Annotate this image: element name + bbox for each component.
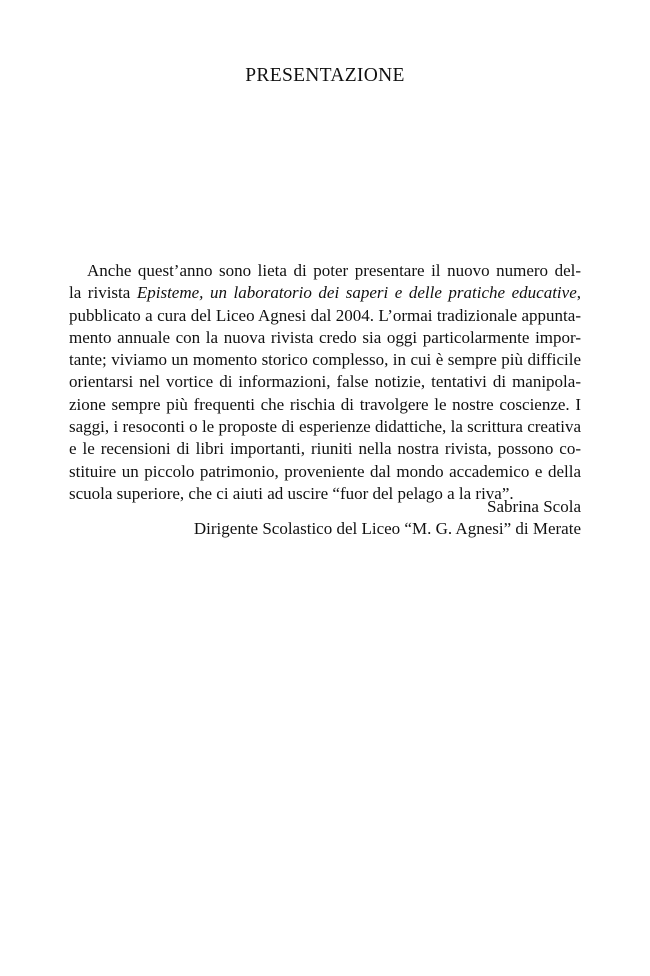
line-text: la rivista <box>69 283 137 303</box>
line-text: Anche quest’anno sono lieta di poter presentare il nuovo numero del- <box>87 261 581 280</box>
signature-role: Dirigente Scolastico del Liceo “M. G. Agnesi” di Merate <box>193 519 581 538</box>
paragraph-line-4: mento annuale con la nuova rivista credo sia oggi particolarmente impor- <box>69 327 581 347</box>
paragraph-line-9: e le recensioni di libri importanti, riuniti nella nostra rivista, possono co- <box>69 439 581 459</box>
paragraph-line-10: stituire un piccolo patrimonio, proveniente dal mondo accademico e della <box>69 461 581 481</box>
paragraph-line-8: saggi, i resoconti o le proposte di esperienze didattiche, la scrittura creativa <box>69 417 581 437</box>
page-title: PRESENTAZIONE <box>245 65 405 86</box>
paragraph-line-2 <box>69 282 581 304</box>
paragraph-line-7: zione sempre più frequenti che rischia di travolgere le nostre coscienze. I <box>69 394 581 414</box>
paragraph-line-1 <box>69 260 581 282</box>
paragraph-line-3: pubblicato a cura del Liceo Agnesi dal 2004. L’ormai tradizionale appunta- <box>69 305 581 325</box>
paragraph-line-11: scuola superiore, che ci aiuti ad uscire “fuor del pelago a la riva”. <box>69 483 514 503</box>
journal-title-italic: Episteme, un laboratorio dei saperi e delle pratiche educative <box>136 283 577 303</box>
paragraph-line-5: tante; viviamo un momento storico complesso, in cui è sempre più difficile <box>69 350 581 370</box>
signature-name: Sabrina Scola <box>487 497 581 516</box>
presentation-paragraph <box>69 260 581 505</box>
paragraph-line-6: orientarsi nel vortice di informazioni, false notizie, tentativi di manipola- <box>69 372 581 392</box>
line-text: , <box>576 283 581 303</box>
